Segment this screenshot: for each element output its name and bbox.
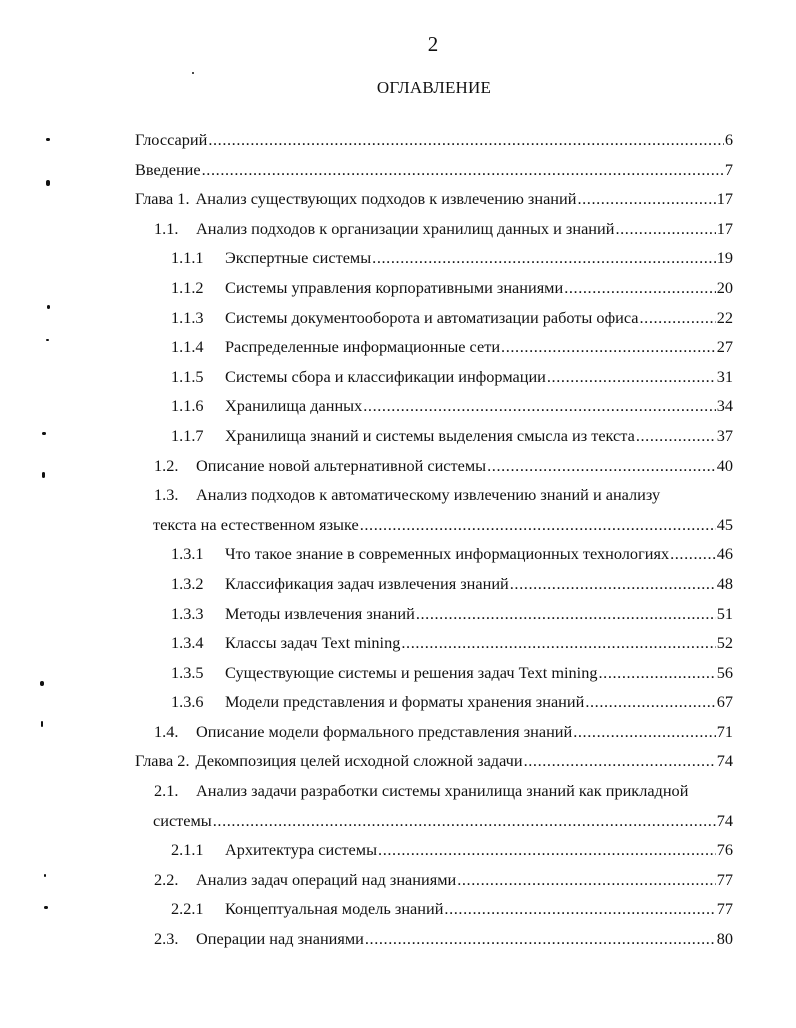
toc-entry-2-1-continuation[interactable] xyxy=(135,806,733,836)
toc-entry-glossary[interactable] xyxy=(135,125,733,155)
toc-entry-number: 1.3.5 xyxy=(171,662,204,682)
dot-leader xyxy=(213,806,716,836)
toc-entry-title: Хранилища знаний и системы выделения смысла из текста xyxy=(225,425,635,445)
toc-entry-number: 1.2. xyxy=(154,455,179,475)
toc-entry-title: Глоссарий xyxy=(135,130,208,149)
toc-entry-2-2[interactable] xyxy=(135,865,733,895)
toc-entry-number: 2.3. xyxy=(154,929,179,949)
toc-entry-1-1-1[interactable] xyxy=(135,243,733,273)
toc-entry-title: Модели представления и форматы хранения знаний xyxy=(225,692,585,712)
toc-entry-title: Анализ существующих подходов к извлечению знаний xyxy=(195,189,577,209)
toc-entry-1-2[interactable] xyxy=(135,451,733,481)
scan-speck xyxy=(44,874,46,877)
dot-leader xyxy=(510,569,716,599)
toc-entry-1-3-5[interactable] xyxy=(135,658,733,688)
toc-entry-page: 46 xyxy=(716,544,733,564)
toc-entry-title: Анализ подходов к автоматическому извлечению знаний и анализу xyxy=(196,485,661,505)
toc-entry-title: Операции над знаниями xyxy=(196,929,364,949)
dot-leader xyxy=(416,599,716,629)
toc-entry-page: 56 xyxy=(716,662,733,682)
table-of-contents xyxy=(135,125,733,954)
toc-entry-1-1-7[interactable] xyxy=(135,421,733,451)
toc-entry-title-continued: текста на естественном языке xyxy=(153,514,359,534)
toc-entry-page: 27 xyxy=(716,337,733,357)
toc-entry-number: 1.3.6 xyxy=(171,692,204,712)
dot-leader xyxy=(457,865,716,895)
toc-entry-1-1[interactable] xyxy=(135,214,733,244)
toc-entry-number: 1.3.3 xyxy=(171,603,204,623)
toc-entry-number: 1.1. xyxy=(154,218,179,238)
toc-entry-1-1-3[interactable] xyxy=(135,303,733,333)
toc-entry-title: Что такое знание в современных информационных технологиях xyxy=(225,544,670,564)
toc-entry-title: Введение xyxy=(135,159,201,179)
toc-entry-number: 1.3.4 xyxy=(171,633,204,653)
toc-entry-number: 1.3. xyxy=(154,485,179,505)
toc-entry-title: Архитектура системы xyxy=(225,840,378,860)
toc-entry-2-3[interactable] xyxy=(135,924,733,954)
toc-entry-title: Методы извлечения знаний xyxy=(225,603,415,623)
toc-entry-number: 1.3.2 xyxy=(171,573,204,593)
toc-entry-title: Распределенные информационные сети xyxy=(225,337,501,357)
toc-entry-title: Существующие системы и решения задач Text mining xyxy=(225,662,598,682)
scan-speck xyxy=(40,681,44,686)
toc-entry-number: 1.1.5 xyxy=(171,366,204,386)
toc-entry-1-3-continuation[interactable] xyxy=(135,510,733,540)
toc-entry-title: Описание новой альтернативной системы xyxy=(196,455,487,475)
toc-entry-number: 1.1.3 xyxy=(171,307,204,327)
dot-leader xyxy=(372,243,716,273)
page-number: 2 xyxy=(427,32,439,56)
toc-entry-page: 19 xyxy=(716,248,733,268)
toc-entry-page: 52 xyxy=(716,633,733,653)
toc-entry-page: 20 xyxy=(716,277,733,297)
toc-entry-1-1-5[interactable] xyxy=(135,362,733,392)
toc-entry-number: 1.4. xyxy=(154,721,179,741)
toc-entry-introduction[interactable] xyxy=(135,155,733,185)
toc-entry-page: 48 xyxy=(716,573,733,593)
toc-entry-1-4[interactable] xyxy=(135,717,733,747)
toc-entry-1-3-1[interactable] xyxy=(135,539,733,569)
toc-entry-number: 2.2. xyxy=(154,869,179,889)
toc-entry-title: Декомпозиция целей исходной сложной задачи xyxy=(195,751,523,771)
toc-entry-1-3-6[interactable] xyxy=(135,687,733,717)
toc-entry-page: 71 xyxy=(716,721,733,741)
toc-entry-title-continued: системы xyxy=(153,810,212,830)
toc-entry-number: 1.1.6 xyxy=(171,396,204,416)
toc-entry-title: Экспертные системы xyxy=(225,248,372,268)
toc-entry-title: Хранилища данных xyxy=(225,396,363,416)
toc-entry-page: 80 xyxy=(716,929,733,949)
toc-entry-1-3-2[interactable] xyxy=(135,569,733,599)
toc-entry-title: Анализ задач операций над знаниями xyxy=(196,869,457,889)
scan-speck xyxy=(44,906,48,909)
toc-entry-title: Описание модели формального представления знаний xyxy=(196,721,573,741)
toc-entry-page: 51 xyxy=(716,603,733,623)
toc-entry-number: 2.1.1 xyxy=(171,840,204,860)
dot-leader xyxy=(401,628,715,658)
toc-entry-number: 1.3.1 xyxy=(171,544,204,564)
toc-entry-number: 1.1.7 xyxy=(171,425,204,445)
dot-leader xyxy=(585,687,715,717)
toc-entry-2-1-1[interactable] xyxy=(135,835,733,865)
dot-leader xyxy=(444,894,715,924)
dot-leader xyxy=(501,332,716,362)
dot-leader xyxy=(487,451,716,481)
toc-entry-1-3-3[interactable] xyxy=(135,599,733,629)
toc-entry-page: 45 xyxy=(716,514,733,534)
toc-entry-number: Глава 1. xyxy=(135,189,190,209)
toc-entry-page: 37 xyxy=(716,425,733,445)
toc-entry-1-1-2[interactable] xyxy=(135,273,733,303)
scan-speck xyxy=(46,180,50,186)
dot-leader xyxy=(639,303,715,333)
dot-leader xyxy=(524,746,716,776)
dot-leader xyxy=(378,835,716,865)
dot-leader xyxy=(365,924,716,954)
scan-speck xyxy=(46,339,49,341)
toc-entry-title: Анализ задачи разработки системы хранилища знаний как прикладной xyxy=(196,781,689,801)
toc-entry-page: 6 xyxy=(724,130,733,149)
dot-leader xyxy=(670,539,716,569)
toc-entry-page: 31 xyxy=(716,366,733,386)
toc-entry-title: Концептуальная модель знаний xyxy=(225,899,444,919)
toc-entry-page: 22 xyxy=(716,307,733,327)
dot-leader xyxy=(363,391,715,421)
toc-entry-number: 2.1. xyxy=(154,781,179,801)
toc-entry-number: 1.1.1 xyxy=(171,248,204,268)
dot-leader xyxy=(573,717,716,747)
toc-entry-page: 74 xyxy=(716,751,733,771)
toc-entry-page: 74 xyxy=(716,810,733,830)
dot-leader xyxy=(564,273,716,303)
toc-entry-page: 76 xyxy=(716,840,733,860)
toc-entry-title: Классификация задач извлечения знаний xyxy=(225,573,509,593)
toc-entry-page: 67 xyxy=(716,692,733,712)
toc-entry-chapter-1[interactable] xyxy=(135,184,733,214)
scan-speck xyxy=(47,305,50,309)
dot-leader xyxy=(598,658,715,688)
toc-entry-title: Системы управления корпоративными знаниями xyxy=(225,277,564,297)
scan-speck xyxy=(192,72,194,74)
toc-entry-page: 77 xyxy=(716,899,733,919)
scan-speck xyxy=(42,432,46,435)
dot-leader xyxy=(208,125,724,155)
dot-leader xyxy=(360,510,716,540)
scan-speck xyxy=(42,472,45,478)
toc-entry-page: 77 xyxy=(716,869,733,889)
toc-entry-title: Системы документооборота и автоматизации работы офиса xyxy=(225,307,639,327)
toc-entry-page: 7 xyxy=(724,159,733,179)
dot-leader xyxy=(547,362,716,392)
toc-entry-number: 1.1.2 xyxy=(171,277,204,297)
toc-entry-chapter-2[interactable] xyxy=(135,746,733,776)
toc-entry-number: Глава 2. xyxy=(135,751,190,771)
toc-entry-title: Системы сбора и классификации информации xyxy=(225,366,546,386)
toc-entry-number: 1.1.4 xyxy=(171,337,204,357)
toc-entry-title: Анализ подходов к организации хранилищ данных и знаний xyxy=(196,218,615,238)
toc-entry-2-1[interactable] xyxy=(135,776,733,806)
scan-speck xyxy=(46,138,50,141)
dot-leader xyxy=(615,214,715,244)
dot-leader xyxy=(636,421,716,451)
toc-entry-page: 17 xyxy=(716,189,733,209)
dot-leader xyxy=(577,184,715,214)
toc-entry-1-3[interactable] xyxy=(135,480,733,510)
toc-entry-page: 17 xyxy=(716,218,733,238)
dot-leader xyxy=(202,155,724,185)
toc-entry-1-1-6[interactable] xyxy=(135,391,733,421)
toc-entry-title: Классы задач Text mining xyxy=(225,633,401,653)
toc-entry-1-1-4[interactable] xyxy=(135,332,733,362)
toc-entry-page: 34 xyxy=(716,396,733,416)
scan-speck xyxy=(41,721,43,727)
toc-heading: ОГЛАВЛЕНИЕ xyxy=(376,78,492,97)
toc-entry-page: 40 xyxy=(716,455,733,475)
toc-entry-2-2-1[interactable] xyxy=(135,894,733,924)
toc-entry-number: 2.2.1 xyxy=(171,899,204,919)
toc-entry-1-3-4[interactable] xyxy=(135,628,733,658)
